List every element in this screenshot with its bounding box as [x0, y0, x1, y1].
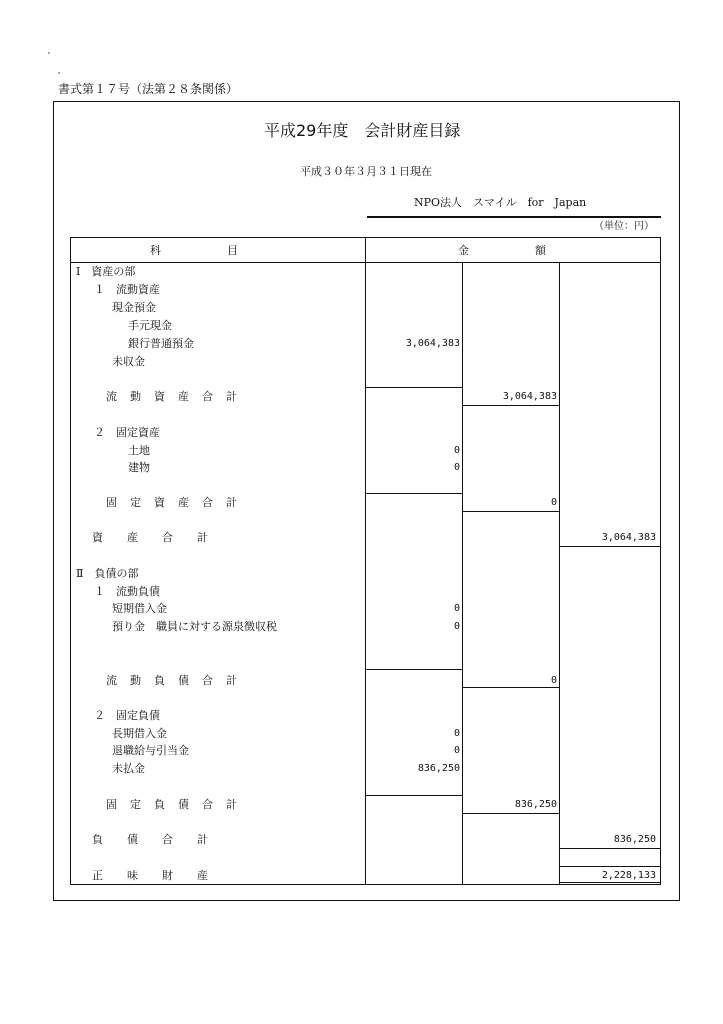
- fixed-liabilities-title: ２ 固定負債: [94, 709, 160, 722]
- net-assets-label: 正味財産: [92, 869, 232, 882]
- current-assets-title: １ 流動資産: [94, 283, 160, 296]
- receivables-label: 未収金: [112, 355, 145, 368]
- rule-net-assets-top: [559, 866, 661, 867]
- rule-fixed-assets-sub: [365, 493, 462, 494]
- land-label: 土地: [128, 444, 150, 457]
- document-title: 平成29年度 会計財産目録: [264, 121, 461, 140]
- building-amount: 0: [453, 462, 460, 473]
- fixed-liabilities-total-amount: 836,250: [514, 799, 557, 810]
- asset-total-amount: 3,064,383: [601, 532, 656, 543]
- rule-current-assets-total: [462, 405, 559, 406]
- withholding-amount: 0: [453, 621, 460, 632]
- net-assets-amount: 2,228,133: [601, 870, 656, 881]
- rule-fixed-liab-sub: [365, 795, 462, 796]
- current-assets-total-label: 流動資産合計: [106, 390, 250, 403]
- rule-liab-total: [559, 848, 661, 849]
- asset-total-label: 資産合計: [92, 531, 232, 544]
- unit-note: （単位：円）: [594, 221, 654, 232]
- assets-section-title: Ⅰ 資産の部: [76, 265, 136, 278]
- bank-deposit-label: 銀行普通預金: [128, 337, 194, 350]
- cash-on-hand-label: 手元現金: [128, 319, 172, 332]
- liabilities-total-label: 負債合計: [92, 833, 232, 846]
- building-label: 建物: [128, 461, 150, 474]
- liabilities-section-title: Ⅱ 負債の部: [76, 567, 139, 580]
- rule-current-liab-total: [462, 687, 559, 688]
- fixed-liabilities-total-label: 固定負債合計: [106, 798, 250, 811]
- accrued-label: 未払金: [112, 762, 145, 775]
- fixed-assets-total-label: 固定資産合計: [106, 496, 250, 509]
- as-of-date: 平成３０年３月３１日現在: [300, 165, 432, 178]
- header-amount: 金 額: [458, 244, 546, 257]
- current-liabilities-title: １ 流動負債: [94, 585, 160, 598]
- rule-current-liab-sub: [365, 669, 462, 670]
- scan-speck: [48, 52, 50, 54]
- retirement-amount: 0: [453, 745, 460, 756]
- rule-fixed-assets-total: [462, 511, 559, 512]
- long-term-loans-label: 長期借入金: [112, 727, 167, 740]
- form-number: 書式第１７号（法第２８条関係）: [58, 82, 239, 96]
- subject-amount-divider: [365, 237, 366, 885]
- liabilities-total-amount: 836,250: [613, 834, 656, 845]
- land-amount: 0: [453, 445, 460, 456]
- accrued-amount: 836,250: [417, 763, 460, 774]
- current-liabilities-total-label: 流動負債合計: [106, 674, 250, 687]
- amount-col-divider-2: [559, 262, 560, 885]
- rule-asset-total: [559, 546, 661, 547]
- current-liabilities-total-amount: 0: [550, 675, 557, 686]
- rule-current-assets-sub: [365, 387, 462, 388]
- short-term-loans-label: 短期借入金: [112, 602, 167, 615]
- current-assets-total-amount: 3,064,383: [502, 391, 557, 402]
- retirement-label: 退職給与引当金: [112, 744, 189, 757]
- organization-underline: [367, 216, 661, 218]
- long-term-loans-amount: 0: [453, 728, 460, 739]
- fixed-assets-total-amount: 0: [550, 497, 557, 508]
- cash-deposits-label: 現金預金: [112, 301, 156, 314]
- net-assets-double-underline: [559, 882, 661, 885]
- bank-deposit-amount: 3,064,383: [405, 338, 460, 349]
- header-subject: 科 目: [150, 244, 238, 257]
- short-term-loans-amount: 0: [453, 603, 460, 614]
- rule-fixed-liab-total: [462, 813, 559, 814]
- amount-col-divider-1: [462, 262, 463, 885]
- withholding-label: 預り金 職員に対する源泉徴収税: [112, 620, 277, 633]
- organization-name: NPO法人 スマイル for Japan: [414, 196, 587, 209]
- fixed-assets-title: ２ 固定資産: [94, 426, 160, 439]
- scan-speck: [58, 72, 60, 74]
